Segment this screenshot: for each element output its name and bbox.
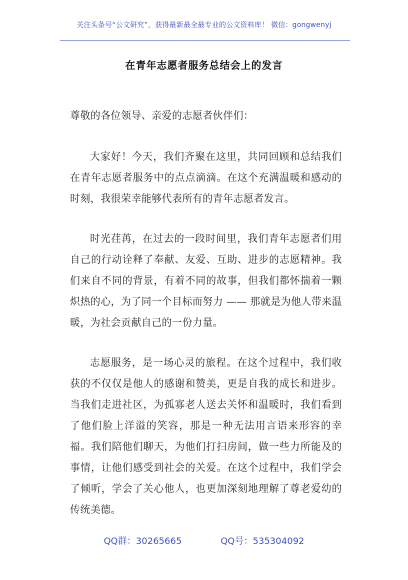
greeting: 尊敬的各位领导、亲爱的志愿者伙伴们： xyxy=(70,111,254,122)
document-title: 在青年志愿者服务总结会上的发言 xyxy=(125,61,283,72)
paragraph-1: 大家好！今天，我们齐聚在这里，共同回顾和总结我们在青年志愿者服务中的点点滴滴。在这个充满温暖和感动的时刻，我很荣幸能够代表所有的青年志愿者发言。 xyxy=(70,152,342,205)
paragraph-2: 时光荏苒，在过去的一段时间里，我们青年志愿者们用自己的行动诠释了奉献、友爱、互助、进步的志愿精神。我们来自不同的背景，有着不同的故事，但我们都怀揣着一颗炽热的心，为了同一个目标而努力 —— 那就是为他人带来温暖，为社会贡献自己的一份力量。 xyxy=(70,234,342,329)
header-divider xyxy=(60,40,350,41)
qq-group-text: QQ群：30265665 xyxy=(103,537,182,547)
document-body xyxy=(70,106,342,540)
header-notice: 关注头条号“公文研究”，获得最新最全最专业的公文资料库！ 微信：gongwenyj xyxy=(76,21,332,29)
qq-number-text: QQ号：535304092 xyxy=(220,537,305,547)
paragraph-3: 志愿服务，是一场心灵的旅程。在这个过程中，我们收获的不仅仅是他人的感谢和赞美，更是自我的成长和进步。当我们走进社区，为孤寡老人送去关怀和温暖时，我们看到了他们脸上洋溢的笑容，那是一种无法用言语来形容的幸福。我们陪他们聊天，为他们打扫房间，做一些力所能及的事情，让他们感受到社会的关爱。在这个过程中，我们学会了倾听，学会了关心他人，也更加深刻地理解了尊老爱幼的传统美德。 xyxy=(70,358,342,516)
footer-contact xyxy=(0,534,408,547)
